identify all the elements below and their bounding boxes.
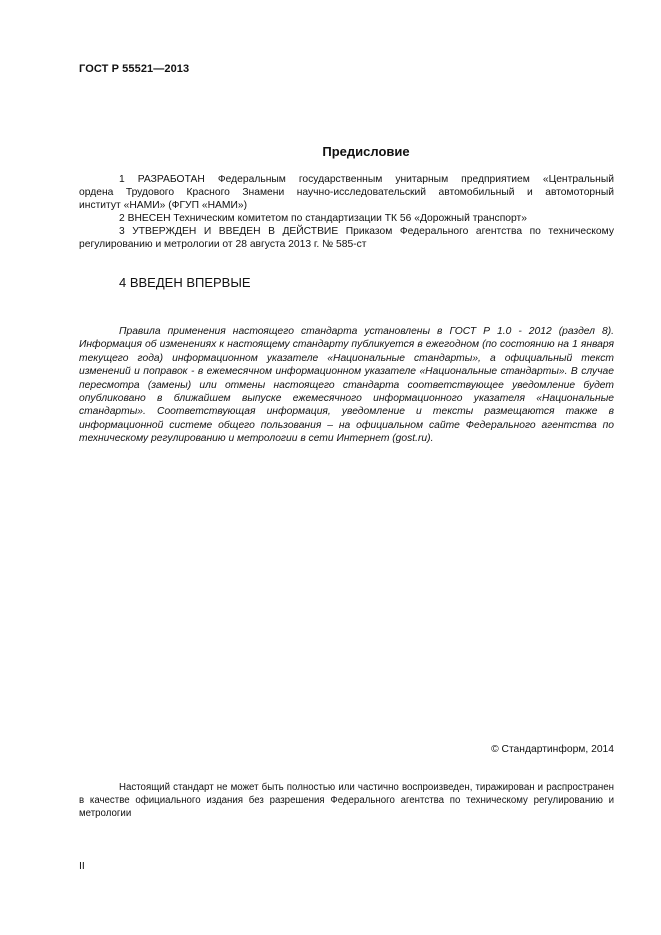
reproduction-notice: Настоящий стандарт не может быть полностью или частично воспроизведен, тиражирован и распространен в качестве официального издания без разрешения Федерального агентства по техническому регулированию и метрологии [79,782,614,819]
application-rules-note: Правила применения настоящего стандарта установлены в ГОСТ Р 1.0 - 2012 (раздел 8). Информация об изменениях к настоящему стандарту публикуется в ежегодном (по состоянию на 1 января текущего года) информационном указателе «Национальные стандарты», а официальный текст изменений и поправок - в ежемесячном информационном указателе «Национальные стандарты». В случае пересмотра (замены) или отмены настоящего стандарта соответствующее уведомление будет опубликовано в ближайшем выпуске ежемесячного информационного указателя «Национальные стандарты». Соответствующая информация, уведомление и тексты размещаются также в информационной системе общего пользования – на официальном сайте Федерального агентства по техническому регулированию и метрологии в сети Интернет (gost.ru). [79,326,614,445]
foreword-items [79,173,614,251]
item-3: 3 УТВЕРЖДЕН И ВВЕДЕН В ДЕЙСТВИЕ Приказом Федерального агентства по техническому регулированию и метрологии от 28 августа 2013 г. № 585-ст [79,226,614,250]
item-1-line-2: ордена Трудового Красного Знамени научно-исследовательский автомобильный и автомоторный [79,187,614,198]
item-2: 2 ВНЕСЕН Техническим комитетом по стандартизации ТК 56 «Дорожный транспорт» [119,213,527,224]
section-title: Предисловие [322,144,410,159]
item-4: 4 ВВЕДЕН ВПЕРВЫЕ [119,275,251,290]
page-number: II [79,860,85,872]
document-code: ГОСТ Р 55521—2013 [79,63,190,75]
item-1-line-3: институт «НАМИ» (ФГУП «НАМИ») [79,200,248,211]
copyright: © Стандартинформ, 2014 [491,744,614,755]
item-1-line-1: 1 РАЗРАБОТАН Федеральным государственным унитарным предприятием «Центральный [119,174,614,185]
